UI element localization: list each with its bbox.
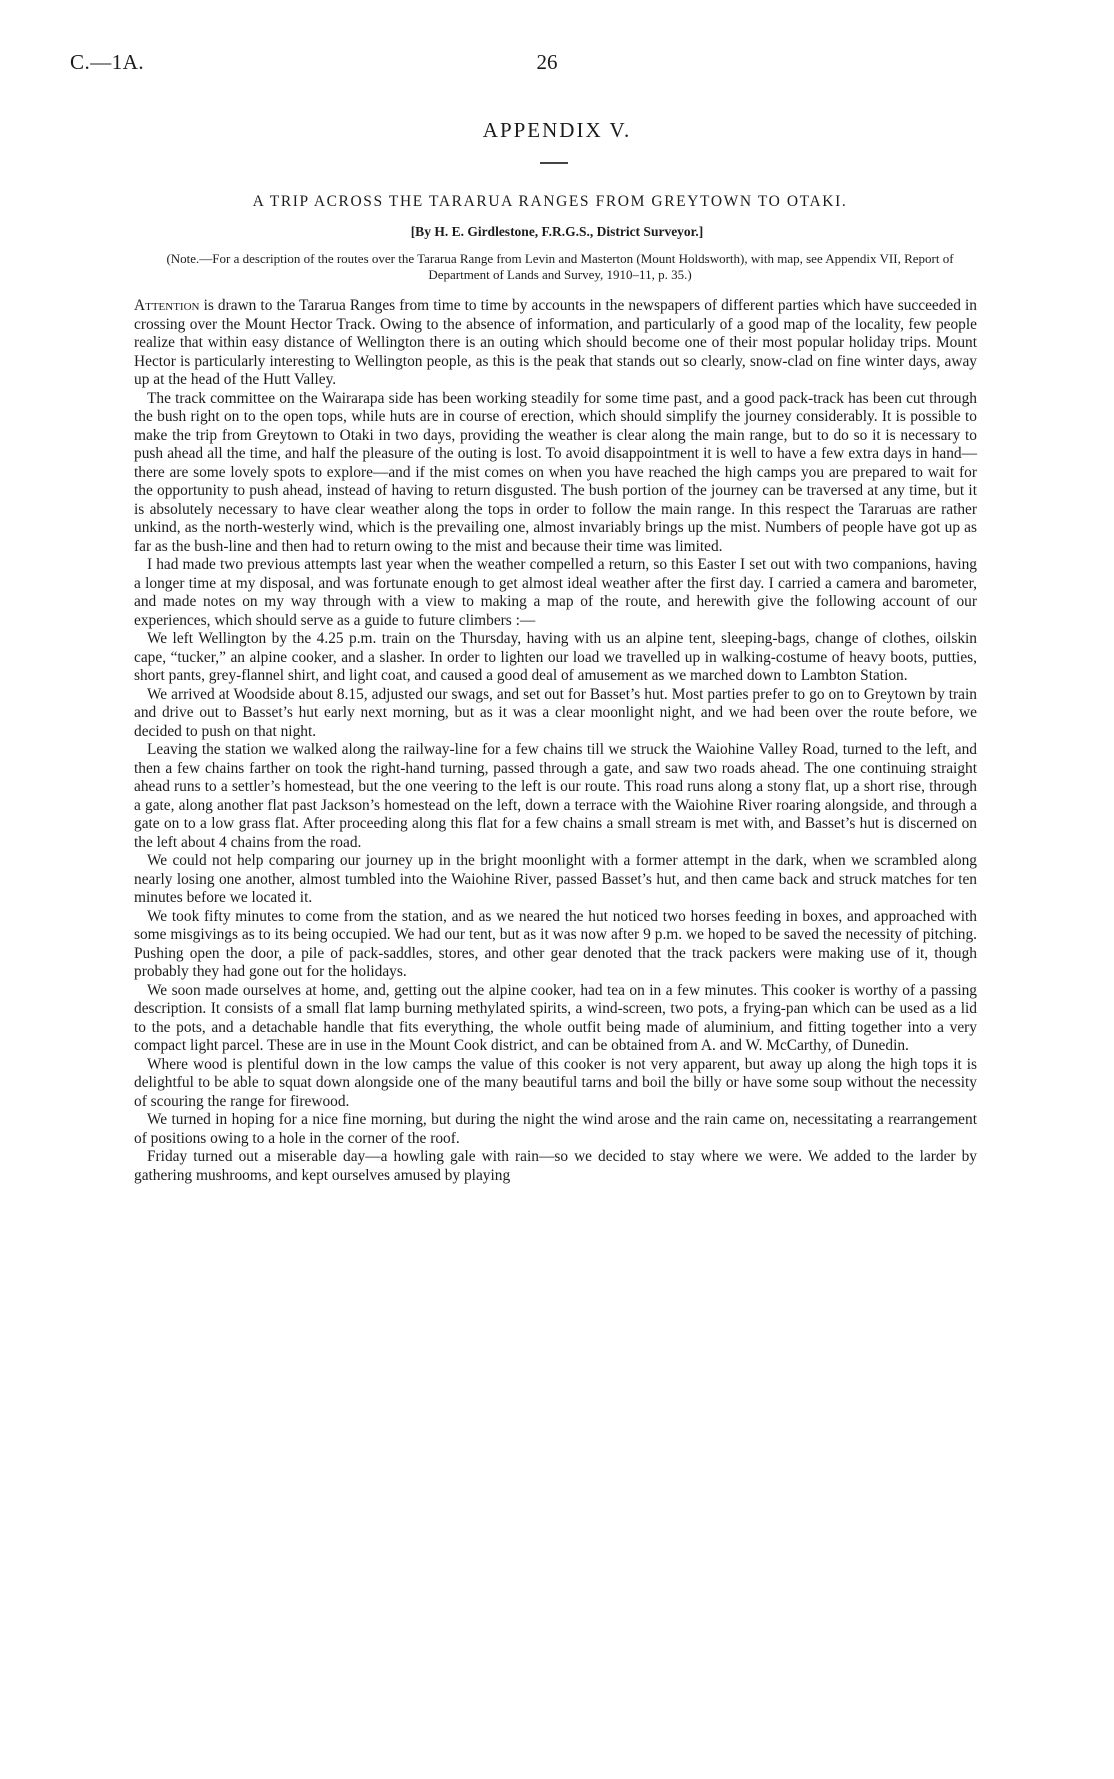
heading-divider [540,162,568,164]
paragraph: I had made two previous attempts last year when the weather compelled a return, so this Easter I set out with two companions, having a longer time at my disposal, and was fortunate enough to get almost ideal weather after the first day. I carried a camera and barometer, and made notes on my way through with a view to making a map of the route, and herewith give the following account of our experiences, which should serve as a guide to future climbers :— [134,556,977,629]
paragraph: The track committee on the Wairarapa side has been working steadily for some time past, and a good pack-track has been cut through the bush right on to the open tops, while huts are in course of erection, which should simplify the journey considerably. It is possible to make the trip from Greytown to Otaki in two days, providing the weather is clear along the main range, but to do so it is necessary to push ahead all the time, and half the pleasure of the outing is lost. To avoid disappointment it is well to have a few extra days in hand—there are some lovely spots to explore—and if the mist comes on when you have reached the high camps you are prepared to wait for the opportunity to push ahead, instead of having to return disgusted. The bush portion of the journey can be traversed at any time, but it is absolutely necessary to have clear weather along the tops in order to follow the main range. In this respect the Tararuas are rather unkind, as the north-westerly wind, which is the prevailing one, almost invariably brings up the mist. Numbers of people have got up as far as the bush-line and then had to return owing to the mist and because their time was limited. [134,389,977,555]
page-header [70,50,1024,80]
paragraph: We soon made ourselves at home, and, getting out the alpine cooker, had tea on in a few minutes. This cooker is worthy of a passing description. It consists of a small flat lamp burning methylated spirits, a wind-screen, two pots, a frying-pan which can be used as a lid to the pots, and a detachable handle that fits everything, the whole outfit being made of aluminium, and fitting together into a very compact light parcel. These are in use in the Mount Cook district, and can be obtained from A. and W. McCarthy, of Dunedin. [134,981,977,1054]
paragraph: We arrived at Woodside about 8.15, adjusted our swags, and set out for Basset’s hut. Most parties prefer to go on to Greytown by train and drive out to Basset’s hut early next morning, but as it was a clear moonlight night, and we had been over the route before, we decided to push on that night. [134,685,977,740]
document-reference: C.—1A. [70,50,145,74]
paragraph: Leaving the station we walked along the railway-line for a few chains till we struck the Waiohine Valley Road, turned to the left, and then a few chains farther on took the right-hand turning, passed through a gate, and saw two roads ahead. The one continuing straight ahead runs to a settler’s homestead, but the one veering to the left is our route. This road runs along a stony flat, up a short rise, through a gate, along another flat past Jackson’s homestead on the left, down a terrace with the Waiohine River roaring alongside, and through a gate on to a low grass flat. After proceeding along this flat for a few chains a small stream is met with, and Basset’s hut is discerned on the left about 4 chains from the road. [134,741,977,851]
paragraph-text: is drawn to the Tararua Ranges from time to time by accounts in the newspapers of different parties which have succeeded in crossing over the Mount Hector Track. Owing to the absence of information, and particularly of a good map of the locality, few people realize that within easy distance of Wellington there is an outing which should become one of their most popular holiday trips. Mount Hector is particularly interesting to Wellington people, as this is the peak that stands out so clearly, snow-clad on fine winter days, away up at the head of the Hutt Valley. [134,297,977,388]
paragraph: We could not help comparing our journey up in the bright moonlight with a former attempt in the dark, when we scrambled along nearly losing one another, almost tumbled into the Waiohine River, passed Basset’s hut, and then came back and struck matches for ten minutes before we located it. [134,852,977,906]
author-byline: [By H. E. Girdlestone, F.R.G.S., District Surveyor.] [410,224,704,239]
paragraph: We left Wellington by the 4.25 p.m. train on the Thursday, having with us an alpine tent, sleeping-bags, change of clothes, oilskin cape, “tucker,” an alpine cooker, and a slasher. In order to lighten our load we travelled up in walking-costume of heavy boots, putties, short pants, grey-flannel shirt, and light coat, and caused a good deal of amusement as we marched down to Lambton Station. [134,630,977,684]
editorial-note: (Note.—For a description of the routes over the Tararua Range from Levin and Masterton (Mount Holdsworth), with map, see Appendix VII, Report of Department of Lands and Survey, 1910–11, p. 35.) [166,251,954,282]
paragraph: Where wood is plentiful down in the low camps the value of this cooker is not very apparent, but away up along the high tops it is delightful to be able to squat down alongside one of the many beautiful tarns and boil the billy or have some soup without the necessity of scouring the range for firewood. [134,1055,977,1110]
paragraph: We turned in hoping for a nice fine morning, but during the night the wind arose and the rain came on, necessitating a rearrangement of positions owing to a hole in the corner of the roof. [134,1111,977,1147]
page-number: 26 [536,50,558,74]
paragraph [134,297,977,390]
article-body [134,297,977,1185]
paragraph: Friday turned out a miserable day—a howling gale with rain—so we decided to stay where we were. We added to the larder by gathering mushrooms, and kept ourselves amused by playing [134,1148,977,1184]
appendix-heading: APPENDIX V. [482,118,632,142]
article-title: A TRIP ACROSS THE TARARUA RANGES FROM GREYTOWN TO OTAKI. [252,193,848,210]
paragraph: We took fifty minutes to come from the station, and as we neared the hut noticed two horses feeding in boxes, and approached with some misgivings as to its being occupied. We had our tent, but as it was now after 9 p.m. we hoped to be saved the necessity of pitching. Pushing open the door, a pile of pack-saddles, stores, and other gear denoted that the track packers were making use of it, though probably they had gone out for the holidays. [134,907,977,980]
paragraph-lead-word: Attention [134,297,200,314]
